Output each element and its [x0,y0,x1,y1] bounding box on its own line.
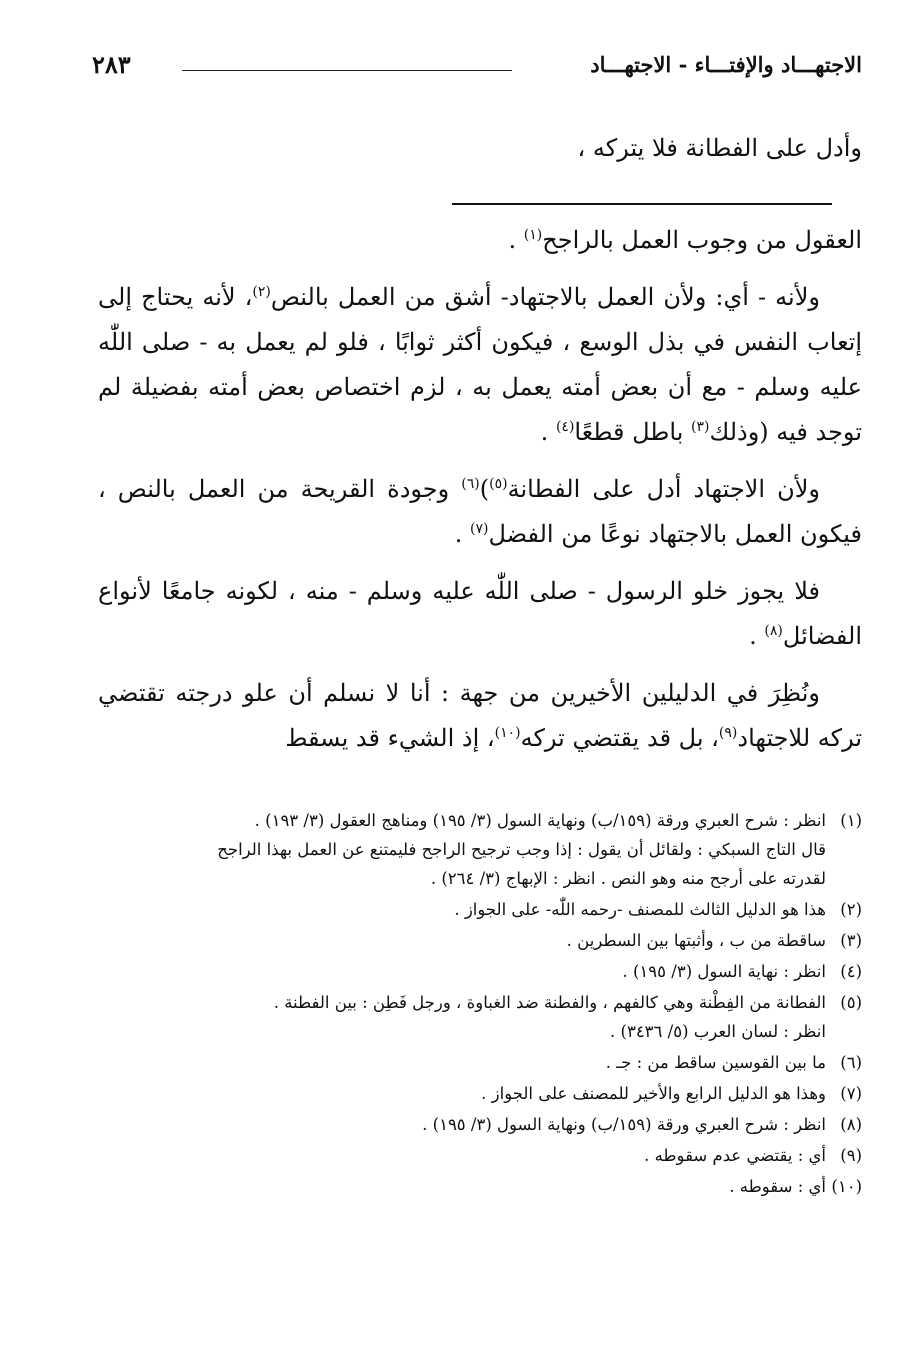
footnote-ref: (٧) [470,521,489,537]
header-rule [182,70,512,71]
footnote-ref: (٦) [461,476,480,492]
footnote-1: (١) انظر : شرح العبري ورقة (١٥٩/ب) ونهاية السول (٣/ ١٩٥) ومناهج العقول (٣/ ١٩٣) . قال التاج السبكي : ولقائل أن يقول : إذا وجب ترجيح الراجح فليمتنع عن العمل بهذا الراجح لقدرته على أرجح منه وهو النص . انظر : الإبهاج (٣/ ٢٦٤) . [217,811,862,888]
footnote-7: (٧) وهذا هو الدليل الرابع والأخير للمصنف على الجواز . [481,1084,862,1103]
footnote-10: (١٠) أي : سقوطه . [729,1177,862,1196]
footnote-3: (٣) ساقطة من ب ، وأثبتها بين السطرين . [566,931,862,950]
header-title: الاجتهـــاد والإفتـــاء - الاجتهـــاد [590,52,862,77]
footnote-5: (٥) الفطانة من الفِطْنة وهي كالفهم ، والفطنة ضد الغباوة ، ورجل فَطِن : بين الفطنة . انظر : لسان العرب (٥/ ٣٤٣٦) . [273,993,862,1041]
paragraph-1: العقول من وجوب العمل بالراجح$^{(١)}$ . [508,226,862,254]
footnote-4: (٤) انظر : نهاية السول (٣/ ١٩٥) . [622,962,862,981]
main-text [98,218,862,773]
paragraph-2: ولأنه - أي: ولأن العمل بالاجتهاد- أشق من العمل بالنص$^{(٢)}$، لأنه يحتاج إلى إتعاب النفس في بذل الوسع ، فيكون أكثر ثوابًا ، فلو لم يعمل به - صلى اللّٰه عليه وسلم - مع أن بعض أمته يعمل به ، لزم اختصاص بعض أمته بفضيلة لم توجد فيه (وذلك$^{(٣)}$ باطل قطعًا$^{(٤)}$ . [98,283,862,446]
paragraph-3: ولأن الاجتهاد أدل على الفطانة$^{(٥)}$)$^{(٦)}$ وجودة القريحة من العمل بالنص ، فيكون العمل بالاجتهاد نوعًا من الفضل$^{(٧)}$ . [98,475,862,548]
footnote-9: (٩) أي : يقتضي عدم سقوطه . [644,1146,862,1165]
footnote-2: (٢) هذا هو الدليل الثالث للمصنف -رحمه اللّٰه- على الجواز . [454,900,862,919]
footnote-ref: (١٠) [494,725,521,741]
page-number: ٢٨٣ [92,50,131,79]
footnote-ref: (١) [523,227,543,243]
footnote-ref: (٣) [691,419,710,435]
footnote-ref: (٩) [718,725,738,741]
footnote-ref: (٢) [252,284,271,300]
footnote-ref: (٤) [555,419,575,435]
continued-text [98,126,862,171]
footnotes [98,806,862,1203]
footnote-8: (٨) انظر : شرح العبري ورقة (١٥٩/ب) ونهاية السول (٣/ ١٩٥) . [422,1115,862,1134]
continued-line: وأدل على الفطانة فلا يتركه ، [577,134,862,162]
footnote-ref: (٥) [489,476,508,492]
running-header [92,48,862,90]
footnote-separator-rule [452,203,832,205]
footnote-ref: (٨) [764,623,783,639]
paragraph-5: ونُظِرَ في الدليلين الأخيرين من جهة : أنا لا نسلم أن علو درجته تقتضي تركه للاجتهاد$^{(٩)}$، بل قد يقتضي تركه$^{(١٠)}$، إذ الشيء قد يسقط [98,679,862,752]
paragraph-4: فلا يجوز خلو الرسول - صلى اللّٰه عليه وسلم - منه ، لكونه جامعًا لأنواع الفضائل$^{(٨)}$ . [98,577,862,650]
footnote-6: (٦) ما بين القوسين ساقط من : جـ . [605,1053,862,1072]
